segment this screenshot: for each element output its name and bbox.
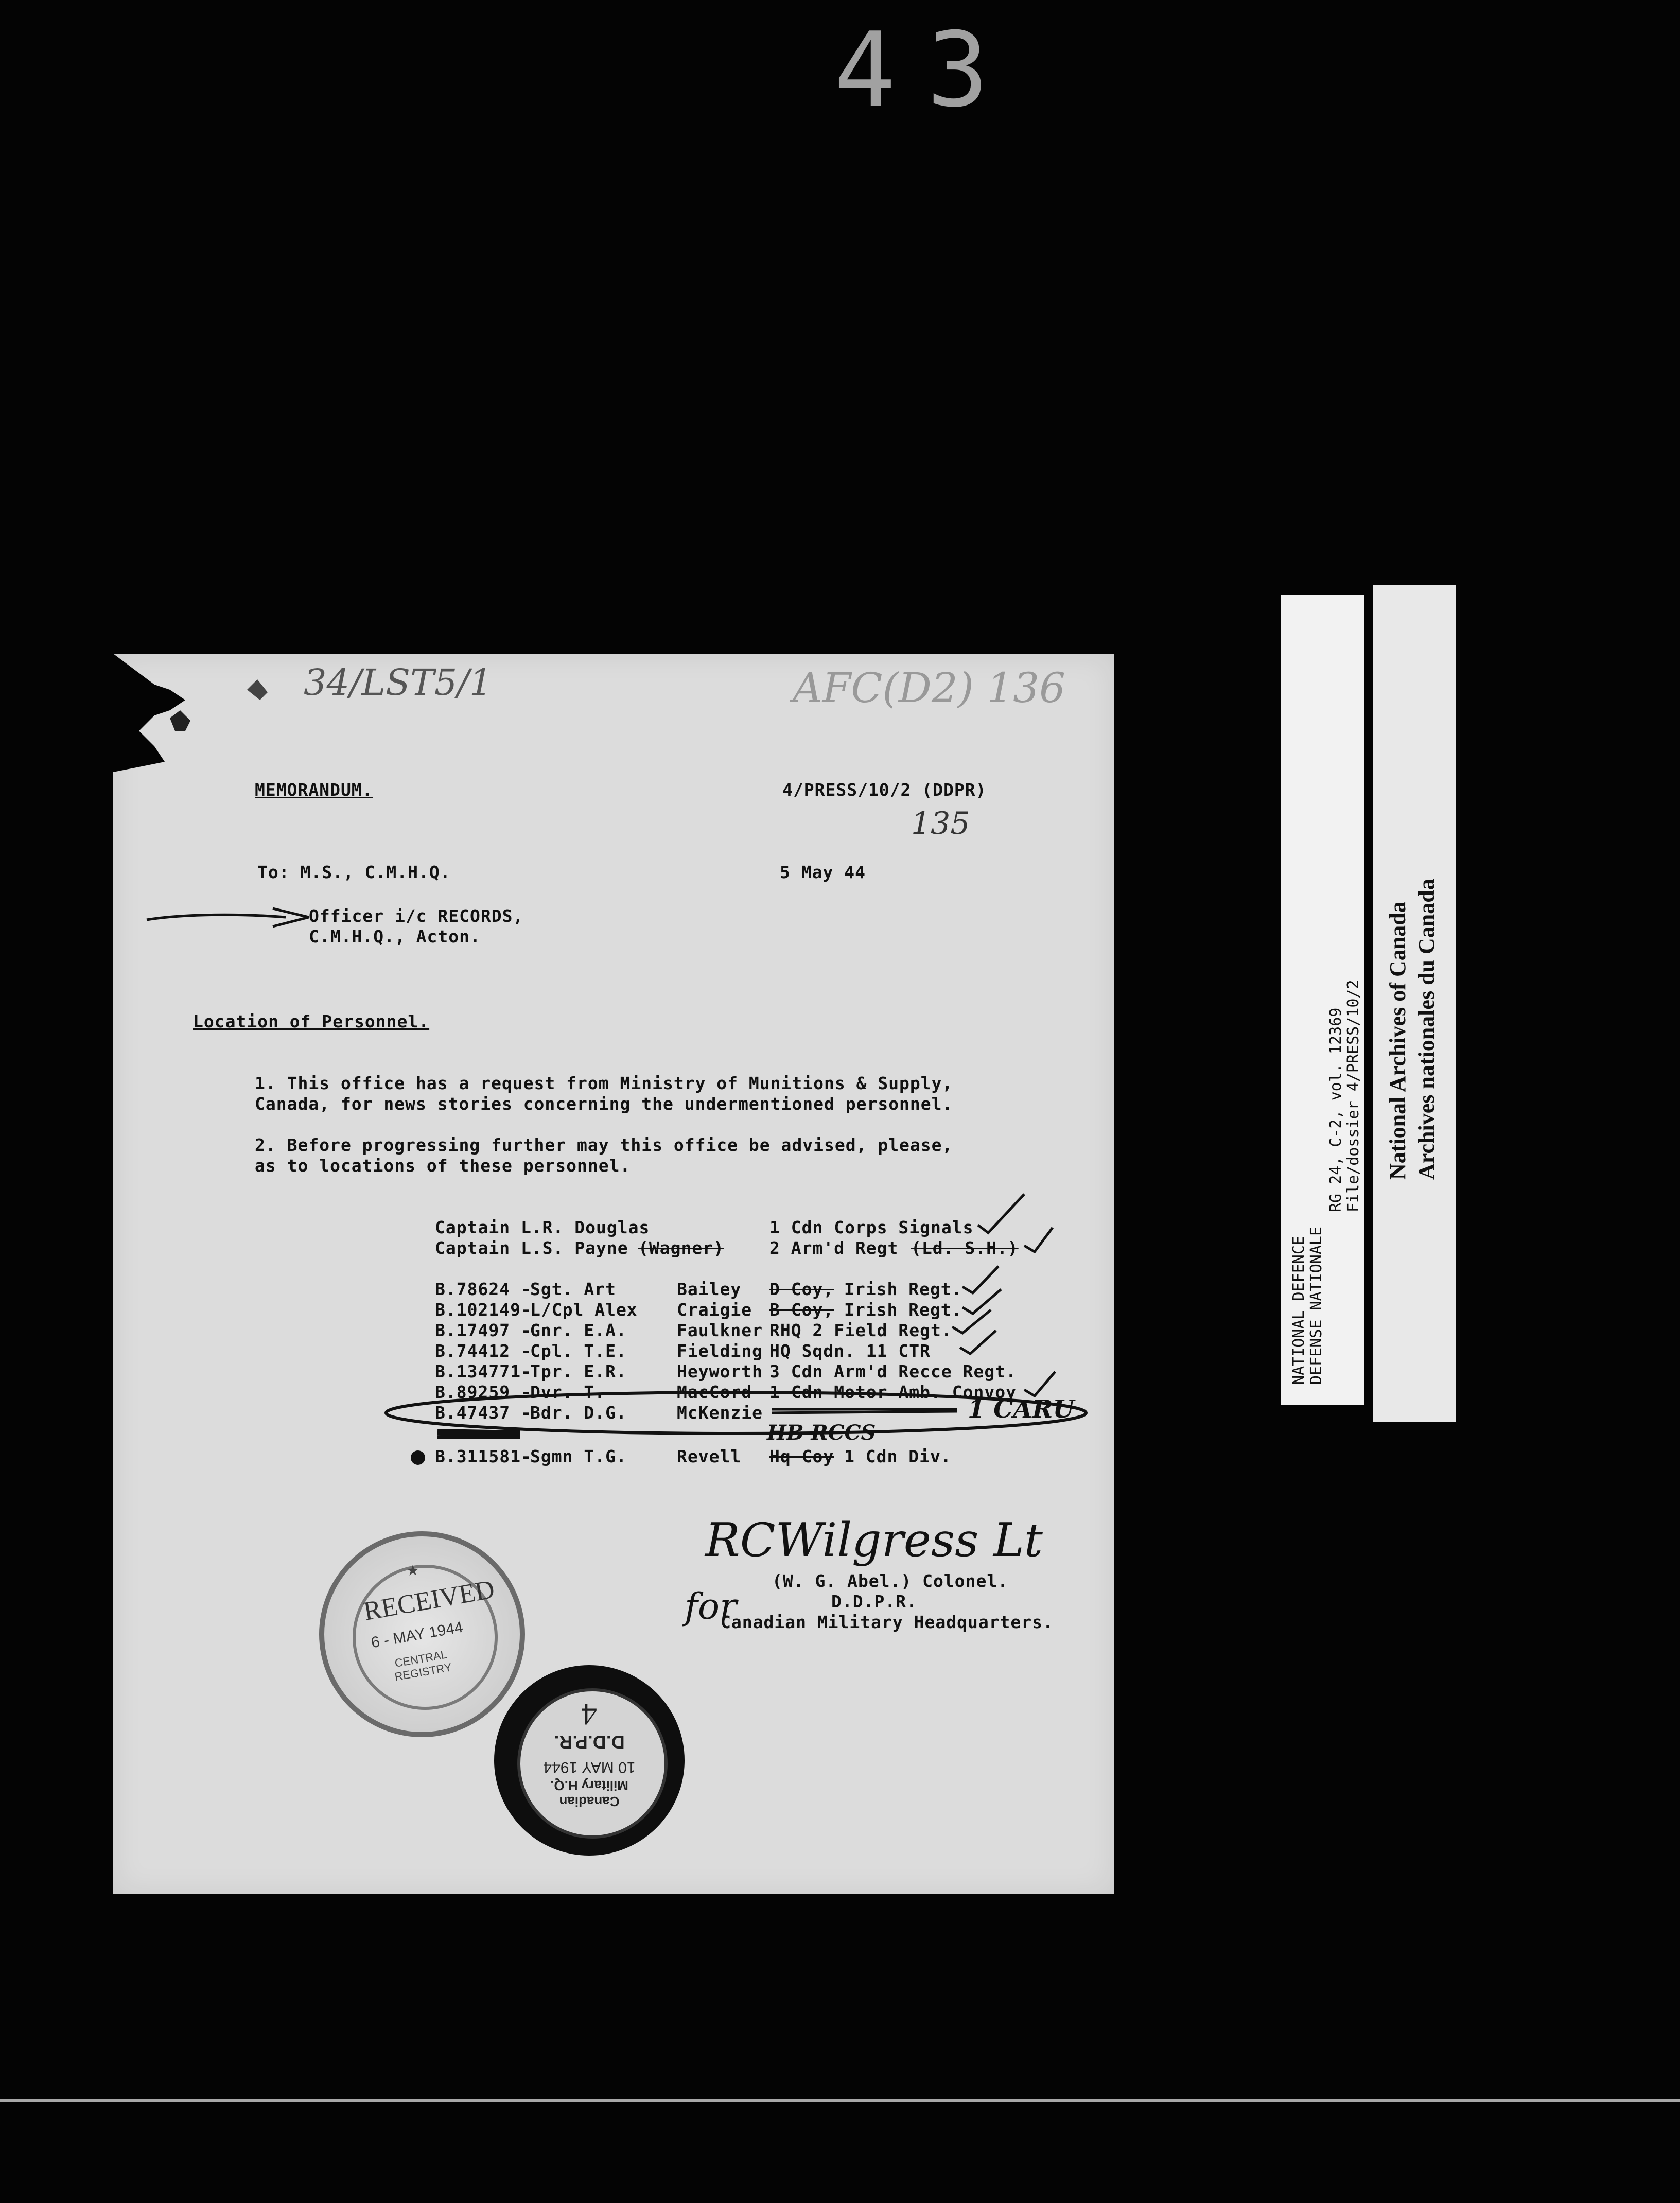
memo-date: 5 May 44 [780,862,866,882]
label-line-1: NATIONAL DEFENCE [1290,1236,1308,1385]
signature-name-line: (W. G. Abel.) Colonel. [772,1571,1009,1591]
personnel-rank-name: Cpl. T.E. [530,1341,627,1361]
personnel-rank-name: Sgt. Art [530,1279,616,1299]
label-line-4: File/dossier 4/PRESS/10/2 [1344,980,1362,1212]
personnel-rank-name: L/Cpl Alex [530,1300,638,1320]
struck-unit: (Ld. S.H.) [911,1238,1019,1258]
personnel-number: B.134771- [435,1361,532,1382]
microfilm-frame-number: 43 [834,10,1020,130]
ddpr-stamp [494,1665,685,1856]
personnel-unit: 1 Cdn Motor Amb. Convoy [769,1382,1017,1402]
personnel-number: B.78624 - [435,1279,532,1299]
archives-french: Archives nationales du Canada [1414,879,1439,1180]
personnel-number: B.74412 - [435,1341,532,1361]
signature-for: for [685,1585,737,1628]
signature-organization: Canadian Military Headquarters. [721,1612,1054,1632]
ddpr-text: D.D.P.R. [554,1732,625,1753]
personnel-unit: HQ Sqdn. 11 CTR [769,1341,931,1361]
to-line: To: M.S., C.M.H.Q. [257,862,451,882]
personnel-rank-name: Tpr. E.R. [530,1361,627,1382]
film-edge-line [0,2099,1680,2102]
received-date: 6 - MAY 1944 [370,1618,465,1652]
handwritten-annotation-caru: 1 CARU [968,1395,1075,1424]
archives-english: National Archives of Canada [1385,901,1410,1180]
personnel-rank-name: Sgmn T.G. [530,1446,627,1466]
personnel-surname: Bailey [677,1279,742,1299]
handwritten-number: 135 [911,806,970,842]
personnel-surname: Fielding [677,1341,763,1361]
ddpr-org: Canadian Military H.Q. [550,1778,628,1809]
handwritten-signature: RCWilgress Lt [705,1513,1043,1567]
personnel-unit: 3 Cdn Arm'd Recce Regt. [769,1361,1017,1382]
officer-unit: 1 Cdn Corps Signals [769,1217,974,1237]
handwritten-top-right-note: AFC(D2) 136 [793,664,1066,712]
personnel-rank-name: Gnr. E.A. [530,1320,627,1340]
handwritten-file-reference: 34/LST5/1 [304,661,493,704]
personnel-number: B.311581- [435,1446,532,1466]
subject-heading: Location of Personnel. [193,1011,430,1031]
personnel-unit: Irish Regt. [844,1300,962,1320]
struck-unit: D Coy, [769,1279,834,1299]
ddpr-number: 4 [582,1698,597,1732]
struck-name: (Wagner) [638,1238,724,1258]
label-line-2: DEFENSE NATIONALE [1307,1226,1325,1385]
archive-name-strip [1373,585,1456,1422]
personnel-number: B.17497 - [435,1320,532,1340]
personnel-number: B.102149- [435,1300,532,1320]
personnel-surname: Revell [677,1446,742,1466]
file-reference: 4/PRESS/10/2 (DDPR) [782,780,987,800]
personnel-number: B.47437 - [435,1403,532,1423]
officer-name: Captain L.R. Douglas [435,1217,650,1237]
personnel-surname: Heyworth [677,1361,763,1382]
personnel-unit: RHQ 2 Field Regt. [769,1320,952,1340]
cc-line-2: C.M.H.Q., Acton. [309,926,481,947]
memo-title: MEMORANDUM. [255,780,373,800]
signature-title: D.D.P.R. [831,1592,917,1612]
received-registry: CENTRAL REGISTRY [393,1648,453,1684]
officer-name: Captain L.S. Payne [435,1238,628,1258]
paragraph-2-line-1: 2. Before progressing further may this office be advised, please, [255,1135,953,1155]
received-stamp [319,1531,525,1737]
personnel-unit: 1 Cdn Div. [844,1446,952,1466]
personnel-surname: MacCord [677,1382,752,1402]
archive-reference-label [1281,595,1364,1405]
paragraph-2-line-2: as to locations of these personnel. [255,1156,631,1176]
label-line-3: RG 24, C-2, vol. 12369 [1327,1007,1345,1212]
ddpr-date: 10 MAY 1944 [543,1759,636,1776]
struck-unit: Hq Coy [769,1446,834,1466]
officer-unit: 2 Arm'd Regt [769,1238,899,1258]
handwritten-annotation-rccs: HB RCCS [767,1421,876,1445]
personnel-rank-name: Bdr. D.G. [530,1403,627,1423]
paragraph-1-line-2: Canada, for news stories concerning the undermentioned personnel. [255,1094,953,1114]
personnel-surname: Faulkner [677,1320,763,1340]
cc-line-1: Officer i/c RECORDS, [309,906,524,926]
personnel-rank-name: Dvr. T. [530,1382,606,1402]
paragraph-1-line-1: 1. This office has a request from Ministry of Munitions & Supply, [255,1073,953,1093]
personnel-surname: McKenzie [677,1403,763,1423]
star-icon: ★ [407,1557,419,1581]
struck-unit: B Coy, [769,1300,834,1320]
personnel-unit: Irish Regt. [844,1279,962,1299]
personnel-surname: Craigie [677,1300,752,1320]
personnel-number: B.89259 - [435,1382,532,1402]
received-word: RECEIVED [361,1575,497,1627]
